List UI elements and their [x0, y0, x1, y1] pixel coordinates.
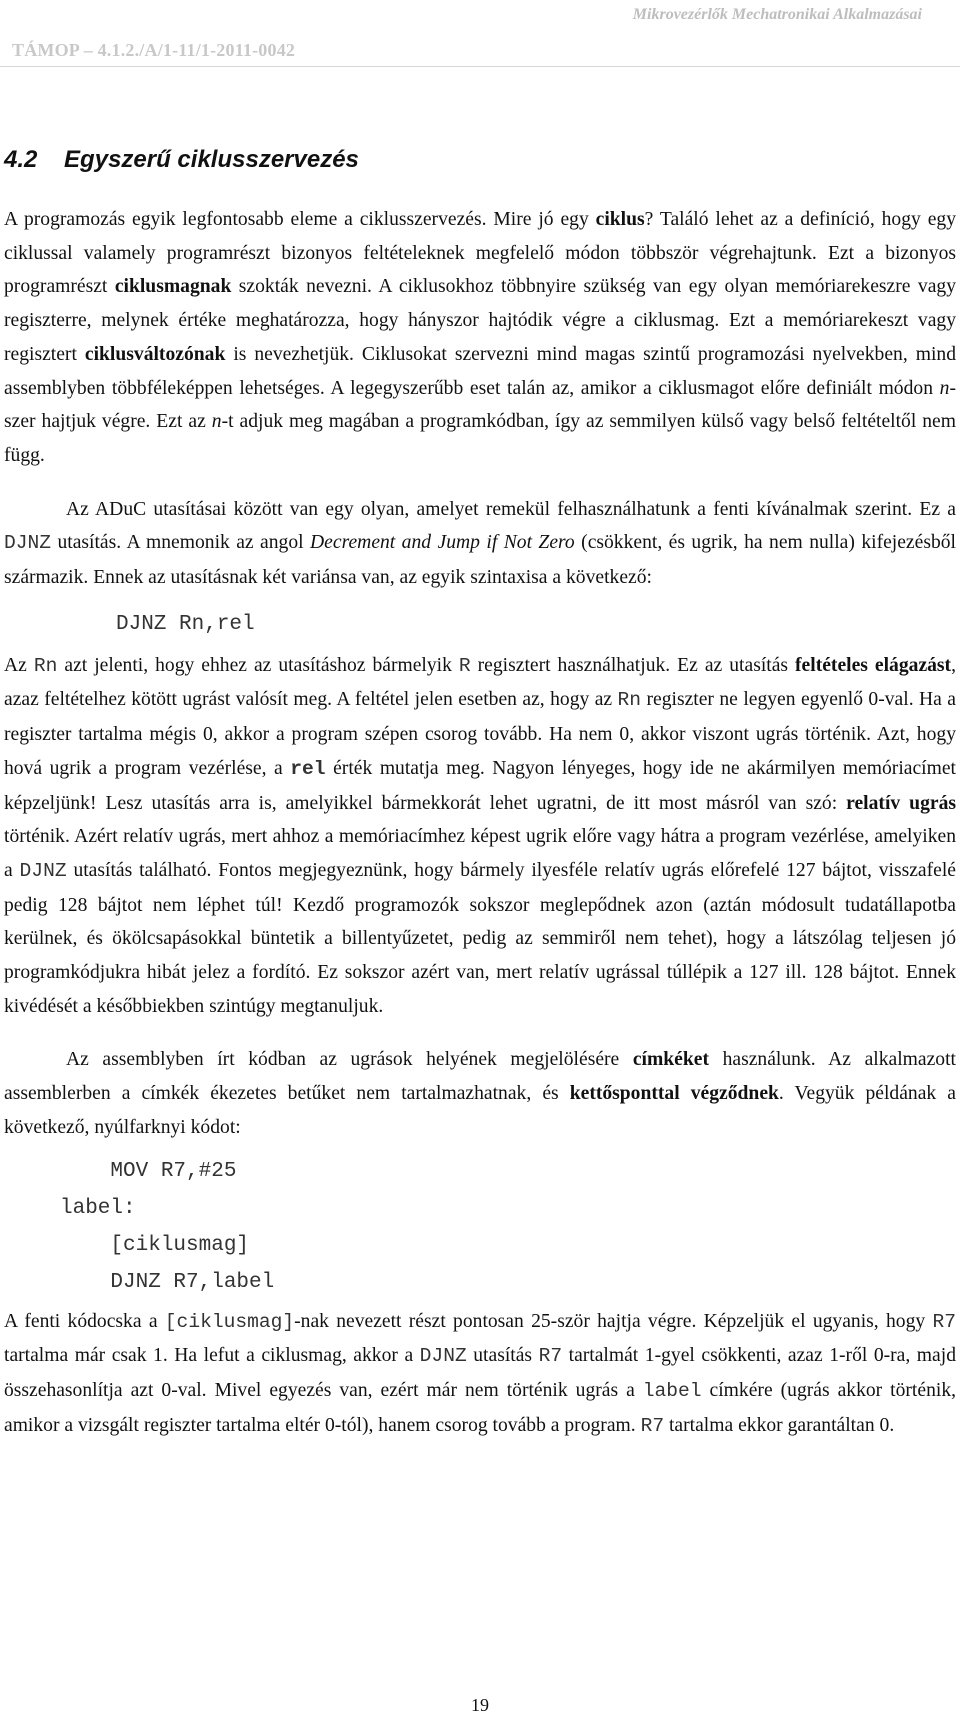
bold-term: relatív ugrás	[846, 792, 956, 814]
code-inline: Rn	[617, 689, 642, 712]
code-inline: R	[458, 654, 471, 677]
italic-var: n	[211, 411, 222, 433]
text: érték mutatja meg. Nagyon lényeges, hogy ide ne akármilyen memóriacímet képzeljünk! Lesz utasítás arra is, amelyikkel bármekkorát lehet ugratni, de itt most másról van szó:	[4, 757, 956, 814]
text: -szer hajtjuk végre. Ezt az	[4, 377, 956, 433]
text: Az	[4, 654, 34, 676]
text: utasítás	[466, 1345, 539, 1367]
code-inline: DJNZ	[4, 532, 52, 555]
text: , azaz feltételhez kötött ugrást valósít meg. A feltétel jelen esetben az, hogy az	[4, 654, 956, 711]
code-line: [ciklusmag]	[60, 1233, 250, 1257]
code-inline: R7	[640, 1414, 665, 1437]
section-heading	[4, 146, 359, 174]
text: . Vegyük példának a következő, nyúlfarknyi kódot:	[4, 1083, 956, 1138]
text: regisztert használhatjuk. Ez az utasítás	[470, 654, 796, 676]
code-inline: [ciklusmag]	[164, 1310, 295, 1333]
page-number: 19	[471, 1695, 489, 1715]
bold-term: címkéket	[632, 1049, 710, 1071]
bold-term: feltételes elágazást	[795, 654, 952, 676]
code-line: MOV R7,#25	[60, 1159, 237, 1183]
code-example	[60, 1153, 956, 1301]
section-title: Egyszerű ciklusszervezés	[64, 146, 359, 173]
code-line: DJNZ R7,label	[60, 1270, 275, 1294]
section-number: 4.2	[4, 146, 38, 173]
text: is nevezhetjük. Ciklusokat szervezni mind magas szintű programozási nyelvekben, mind assemblyben többféleképpen lehetséges. A legegyszerűbb eset talán az, amikor a ciklusmagot előre definiált módon	[4, 343, 956, 399]
code-syntax: DJNZ Rn,rel	[116, 612, 255, 636]
text: tartalma ekkor garantáltan 0.	[664, 1414, 895, 1436]
text: (csökkent, és ugrik, ha nem nulla) kifejezésből származik. Ennek az utasításnak két variánsa van, az egyik szintaxisa a következő:	[4, 532, 956, 589]
text: Az assemblyben írt kódban az ugrások helyének megjelölésére	[66, 1049, 633, 1071]
code-inline: Rn	[33, 654, 58, 677]
main-text	[4, 203, 956, 1443]
bold-term: ciklusváltozónak	[84, 343, 226, 365]
italic-var: n	[939, 377, 950, 399]
series-title: Mikrovezérlők Mechatronikai Alkalmazásai	[632, 6, 922, 23]
code-inline: DJNZ	[419, 1345, 467, 1368]
text: azt jelenti, hogy ehhez az utasításhoz bármelyik	[57, 654, 459, 676]
paragraph-1	[4, 203, 956, 473]
bold-term: kettősponttal végződnek	[569, 1083, 779, 1105]
code-line: label:	[60, 1196, 136, 1220]
code-inline: DJNZ	[19, 859, 67, 882]
text: -nak nevezett részt pontosan 25-ször hajtja végre. Képzeljük el ugyanis, hogy	[294, 1310, 933, 1332]
paragraph-2	[4, 493, 956, 595]
text: utasítás található. Fontos megjegyeznünk, hogy bármely ilyesféle relatív ugrás előrefelé 127 bájtot, visszafelé pedig 128 bájtot nem léphet túl! Kezdő programozók sokszor meglepődnek azon (aztán módosult tudatállapotba kerülnek, és ökölcsapásokkal büntetik a billentyűzetet, pedig az semmiről nem tehet), hogy a látszólag teljesen jó programkódjukra hibát jelez a fordító. Ez sokszor azért van, mert relatív ugrással túllépik a 127 ill. 128 bájtot. Ennek kivédését a későbbiekben szintúgy megtanuljuk.	[4, 859, 956, 1017]
code-inline-bold: rel	[290, 757, 326, 780]
text: A fenti kódocska a	[4, 1310, 165, 1332]
text: használunk. Az alkalmazott assemblerben a címkék ékezetes betűket nem tartalmazhatnak, és	[4, 1049, 956, 1105]
code-inline: R7	[538, 1345, 563, 1368]
project-code: TÁMOP – 4.1.2./A/1-11/1-2011-0042	[12, 40, 296, 60]
italic-phrase: Decrement and Jump if Not Zero	[310, 532, 575, 554]
bold-term: ciklus	[595, 209, 645, 230]
text: regiszter ne legyen egyenlő 0-val. Ha a regiszter tartalma mégis 0, akkor a program szépen csorog tovább. Ha nem 0, akkor viszont ugrás történik. Azt, hogy hová ugrik a program vezérlése, a	[4, 689, 956, 779]
text: szokták nevezni. A ciklusokhoz többnyire szükség van egy olyan memóriarekeszre vagy regiszterre, melynek értéke meghatározza, hogy hányszor hajtódik végre a ciklusmag. Ezt a memóriarekeszt vagy regisztert	[4, 276, 956, 365]
paragraph-3	[4, 649, 956, 1024]
header-divider	[0, 66, 960, 67]
code-inline: R7	[932, 1310, 956, 1333]
text: történik. Azért relatív ugrás, mert ahhoz a memóriacímhez képest ugrik előre vagy hátra a program vezérlése, amelyiken a	[4, 826, 956, 881]
text: ? Találó lehet az a definíció, hogy egy ciklussal valamely programrészt bizonyos feltételeknek megfelelő módon többször végrehajtunk. Ezt a bizonyos programrészt	[4, 209, 956, 298]
paragraph-5	[4, 1305, 956, 1444]
text: tartalmát 1-gyel csökkenti, azaz 1-ről 0-ra, majd összehasonlítja azt 0-val. Mivel egyezés van, ezért már nem történik ugrás a	[4, 1345, 956, 1401]
bold-term: ciklusmagnak	[114, 276, 232, 298]
code-inline: label	[642, 1379, 702, 1402]
text: Az ADuC utasításai között van egy olyan, amelyet remekül felhasználhatunk a fenti kívánalmak szerint. Ez a	[66, 498, 956, 520]
text: A programozás egyik legfontosabb eleme a ciklusszervezés. Mire jó egy	[4, 209, 596, 230]
text: tartalma már csak 1. Ha lefut a ciklusmag, akkor a	[4, 1345, 420, 1367]
text: utasítás. A mnemonik az angol	[51, 532, 311, 554]
text: címkére (ugrás akkor történik, amikor a vizsgált regiszter tartalma eltér 0-tól), hanem csorog tovább a program.	[4, 1379, 957, 1436]
paragraph-4	[4, 1043, 956, 1144]
text: -t adjuk meg magában a programkódban, így az semmilyen külső vagy belső feltételtől nem függ.	[4, 411, 956, 466]
